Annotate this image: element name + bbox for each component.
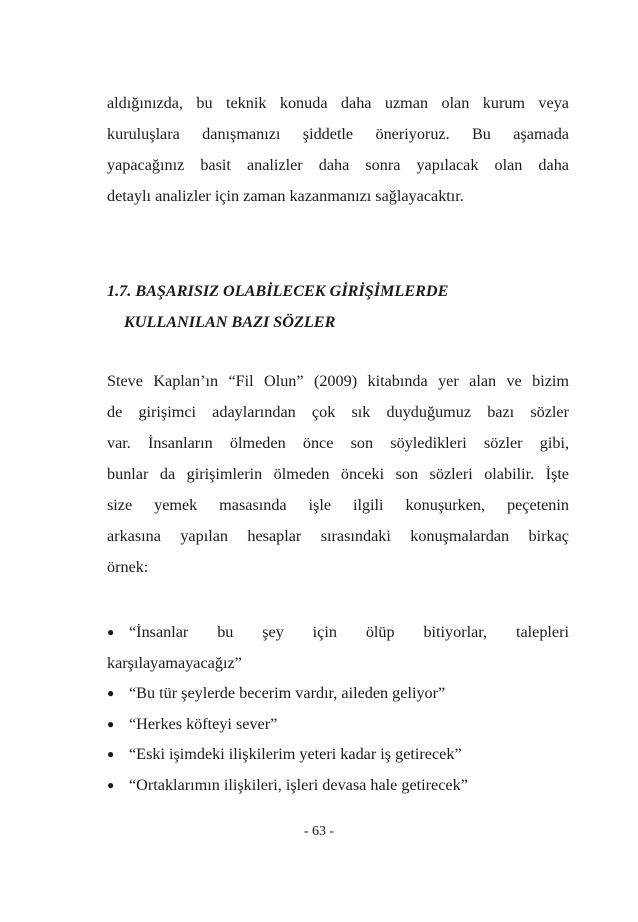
list-item-continuation (107, 648, 569, 679)
intro-line: yapacağınız basit analizler daha sonra yapılacak olan daha (107, 156, 569, 174)
list-item (107, 617, 569, 648)
quote-list (107, 617, 569, 800)
list-item (107, 739, 569, 770)
first-quote-lead (107, 617, 188, 648)
body-line: de girişimci adaylarından çok sık duyduğumuz bazı sözler (107, 403, 569, 421)
quote-word: “İnsanlar (129, 623, 189, 641)
quote-text: “Eski işimdeki ilişkilerim yeteri kadar iş getirecek” (129, 745, 462, 763)
body-line: örnek: (107, 558, 149, 576)
quote-word: şey (262, 623, 284, 641)
quote-text: “Ortaklarımın ilişkileri, işleri devasa hale getirecek” (129, 775, 468, 794)
body-line: size yemek masasında işle ilgili konuşurken, peçetenin (107, 496, 569, 514)
body-paragraph (107, 366, 569, 583)
bullet-icon: ● (107, 686, 115, 700)
quote-word: için (312, 623, 337, 641)
intro-paragraph (107, 88, 569, 212)
bullet-icon: ● (107, 716, 115, 731)
section-heading-line-2: KULLANILAN BAZI SÖZLER (124, 313, 336, 331)
quote-word: bu (217, 623, 234, 641)
intro-line: detaylı analizler için zaman kazanmanızı sağlayacaktır. (107, 187, 464, 205)
body-line: Steve Kaplan’ın “Fil Olun” (2009) kitabında yer alan ve bizim (107, 372, 569, 390)
intro-line: kuruluşlara danışmanızı şiddetle öneriyoruz. Bu aşamada (107, 125, 569, 143)
quote-word: talepleri (515, 623, 569, 641)
quote-text: “Herkes köfteyi sever” (129, 714, 278, 733)
page-number: - 63 - (303, 824, 335, 839)
quote-word: ölüp (365, 623, 395, 641)
quote-text: “Bu tür şeylerde becerim vardır, aileden geliyor” (129, 684, 446, 702)
bullet-icon: ● (107, 777, 115, 792)
list-item (107, 678, 569, 709)
bullet-icon: ● (107, 625, 115, 639)
body-line: bunlar da girişimlerin ölmeden önceki son sözleri olabilir. İşte (107, 465, 569, 483)
list-item (107, 770, 569, 801)
body-line: var. İnsanların ölmeden önce son söyledikleri sözler gibi, (107, 434, 569, 452)
bullet-icon: ● (107, 747, 115, 761)
quote-word: bitiyorlar, (423, 623, 488, 641)
list-item (107, 709, 569, 740)
quote-text: karşılayamayacağız” (107, 653, 242, 672)
body-line: arkasına yapılan hesaplar sırasındaki konuşmalardan birkaç (107, 527, 569, 545)
intro-line: aldığınızda, bu teknik konuda daha uzman olan kurum veya (107, 94, 569, 112)
section-heading-line-1: 1.7. BAŞARISIZ OLABİLECEK GİRİŞİMLERDE (107, 282, 449, 300)
